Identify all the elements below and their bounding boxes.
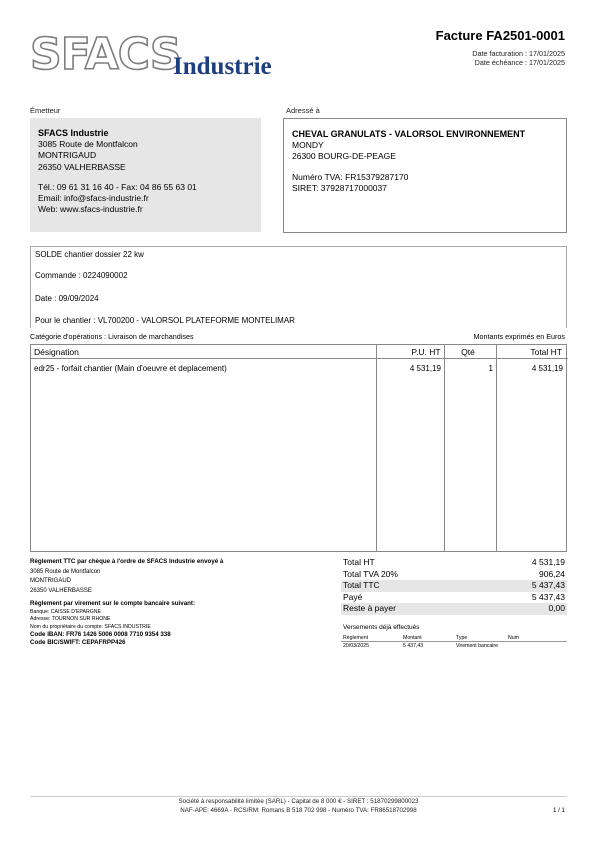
emitter-web: Web: www.sfacs-industrie.fr <box>38 204 143 215</box>
row-designation: edr25 - forfait chantier (Main d'oeuvre et deplacement) <box>34 364 227 373</box>
recipient-tva: Numéro TVA: FR15379287170 <box>292 171 409 182</box>
total-value: 5 437,43 <box>531 591 565 602</box>
recipient-box <box>283 118 567 233</box>
totals-table <box>341 557 567 615</box>
recipient-siret: SIRET: 37928717000037 <box>292 182 387 193</box>
payments-header-amount: Montant <box>403 635 422 641</box>
emitter-box <box>30 118 261 232</box>
cheque-address-2: MONTRIGAUD <box>30 578 71 585</box>
total-value: 5 437,43 <box>531 580 565 590</box>
payment-type: Virement bancaire <box>456 643 499 649</box>
logo-brand: SFACS <box>30 29 181 80</box>
info-line-2: Commande : 0224090002 <box>35 271 128 280</box>
transfer-title: Règlement par virement sur le compte bancaire suivant: <box>30 599 196 607</box>
header-designation: Désignation <box>34 347 79 357</box>
emitter-zip-city: 26350 VALHERBASSE <box>38 161 126 172</box>
emitter-phone: Tél.: 09 61 31 16 40 - Fax: 04 86 55 63 01 <box>38 181 197 192</box>
total-label: Reste à payer <box>343 603 396 613</box>
bic: Code BIC/SWIFT: CEPAFRPP426 <box>30 638 126 646</box>
payments-header-num: Num <box>508 635 519 641</box>
invoice-date: Date facturation : 17/01/2025 <box>472 49 565 58</box>
recipient-name: CHEVAL GRANULATS - VALORSOL ENVIRONNEMENT <box>292 129 526 139</box>
total-row <box>341 592 567 604</box>
invoice-title: Facture FA2501-0001 <box>435 28 565 43</box>
header-unit-price: P.U. HT <box>411 347 441 357</box>
row-unit-price: 4 531,19 <box>409 364 441 373</box>
cheque-address-1: 3085 Route de Montfalcon <box>30 569 101 576</box>
payments-header-date: Règlement <box>343 635 369 641</box>
payment-date: 20/03/2025 <box>343 643 369 649</box>
cheque-title: Règlement TTC par chèque à l'ordre de SFACS Industrie envoyé à <box>30 558 224 565</box>
total-row <box>341 580 567 592</box>
invoice-due-date: Date échéance : 17/01/2025 <box>474 58 565 67</box>
payments-header-row <box>341 634 567 642</box>
bank-address: Adresse: TOURNON SUR RHONE <box>30 616 111 623</box>
column-divider <box>376 345 377 551</box>
total-value: 0,00 <box>548 603 565 613</box>
emitter-address: 3085 Route de Montfalcon <box>38 139 138 150</box>
currency-note: Montants exprimés en Euros <box>473 332 565 341</box>
payments-done-title: Versements déjà effectués <box>343 624 420 631</box>
footer-legal-1: Société à responsabilité limitée (SARL) - Capital de 8 000 € - SIRET : 51870299800023 <box>178 798 419 805</box>
total-value: 4 531,19 <box>531 557 565 567</box>
invoice-lines-table <box>30 344 567 552</box>
column-divider <box>444 345 445 551</box>
emitter-label: Émetteur <box>30 106 61 115</box>
logo-suffix: Industrie <box>173 53 272 80</box>
info-line-1: SOLDE chantier dossier 22 kw <box>35 250 144 259</box>
operation-category: Catégorie d'opérations : Livraison de marchandises <box>30 332 194 341</box>
payments-row <box>341 642 567 651</box>
footer-divider <box>30 796 567 797</box>
emitter-name: SFACS Industrie <box>38 128 109 138</box>
row-total: 4 531,19 <box>531 364 563 373</box>
recipient-label: Adressé à <box>286 106 320 115</box>
footer-legal-2: NAF-APE: 4669A - RCS/RM: Romans B 518 702 998 - Numéro TVA: FR86518702998 <box>180 807 417 814</box>
header-quantity: Qté <box>461 347 475 357</box>
order-info-box <box>30 246 567 328</box>
cheque-address-3: 26350 VALHERBASSE <box>30 587 92 594</box>
total-label: Total TVA 20% <box>343 568 398 579</box>
total-label: Payé <box>343 591 363 602</box>
page-number: 1 / 1 <box>552 807 565 814</box>
column-divider <box>496 345 497 551</box>
emitter-city: MONTRIGAUD <box>38 150 97 161</box>
info-line-3: Date : 09/09/2024 <box>35 294 99 303</box>
total-row <box>341 603 567 615</box>
payments-done-table <box>341 634 567 651</box>
info-line-4: Pour le chantier : VL700200 - VALORSOL PLATEFORME MONTELIMAR <box>35 316 295 325</box>
recipient-zip-city: 26300 BOURG-DE-PEAGE <box>292 151 396 162</box>
total-value: 906,24 <box>539 568 565 579</box>
payment-amount: 5 437,43 <box>403 643 424 649</box>
iban: Code IBAN: FR76 1426 5006 0008 7710 9354 338 <box>30 630 171 638</box>
row-quantity: 1 <box>488 364 493 373</box>
account-owner: Nom du propriétaire du compte: SFACS INDUSTRIE <box>30 623 151 630</box>
company-logo <box>30 29 290 83</box>
total-label: Total HT <box>343 557 375 567</box>
payments-header-type: Type <box>456 635 468 641</box>
bank-name: Banque: CAISSE D'EPARGNE <box>30 609 101 616</box>
emitter-email: Email: info@sfacs-industrie.fr <box>38 193 149 204</box>
header-total: Total HT <box>530 347 562 357</box>
total-label: Total TTC <box>343 580 380 590</box>
total-row <box>341 569 567 581</box>
payment-info <box>30 557 330 647</box>
recipient-address: MONDY <box>292 140 324 151</box>
total-row <box>341 557 567 569</box>
